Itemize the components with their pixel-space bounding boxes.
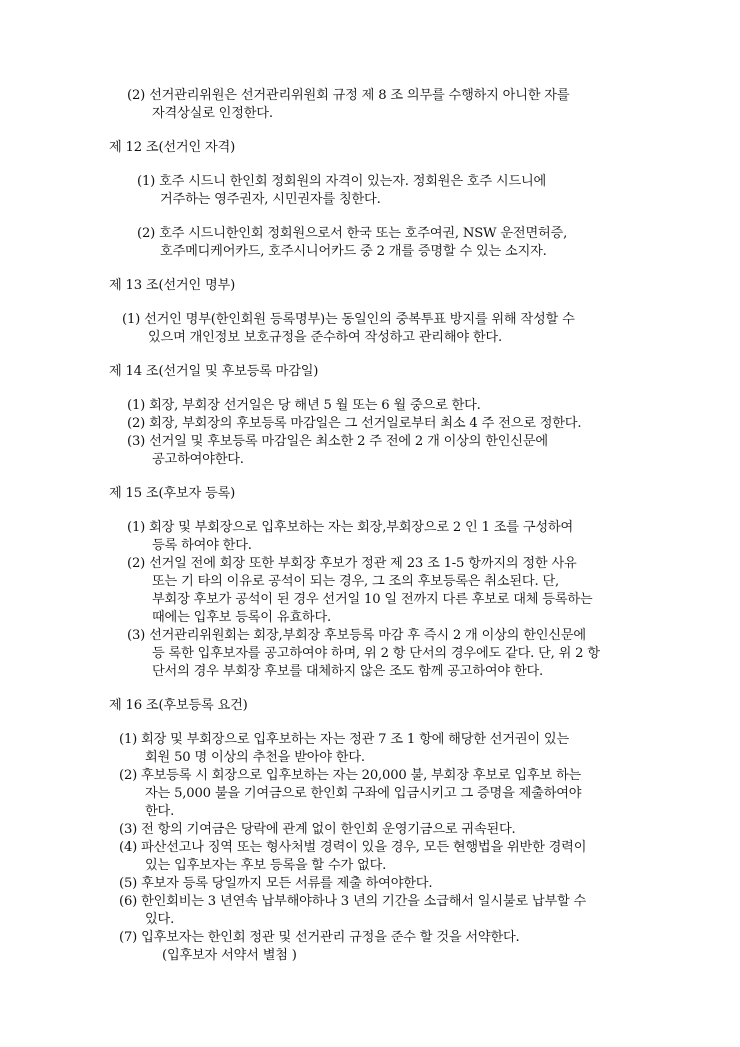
text-line: 있는 입후보자는 후보 등록을 할 수가 없다. [145, 858, 387, 873]
text-line: (2) 선거일 전에 회장 또한 부회장 후보가 정관 제 23 조 1-5 항까지의 정한 사유 [127, 556, 577, 571]
text-line: (6) 한인회비는 3 년연속 납부해야하나 3 년의 기간을 소급해서 일시불로 납부할 수 [119, 894, 587, 909]
text-line: 거주하는 영주권자, 시민권자를 칭한다. [160, 192, 381, 207]
text-line: (4) 파산선고나 징역 또는 형사처벌 경력이 있을 경우, 모든 현행법을 위반한 경력이 [119, 840, 587, 855]
text-line: 등록 하여야 한다. [152, 538, 252, 553]
section-heading: 제 12 조(선거인 자격) [109, 140, 236, 155]
text-line: (1) 호주 시드니 한인회 정회원의 자격이 있는자. 정회원은 호주 시드니에 [137, 174, 547, 189]
text-line: 회원 50 명 이상의 추천을 받아야 한다. [145, 750, 365, 765]
text-line: (3) 전 항의 기여금은 당락에 관계 없이 한인회 운영기금으로 귀속된다. [119, 822, 516, 837]
text-line: (2) 후보등록 시 회장으로 입후보하는 자는 20,000 불, 부회장 후보로 입후보 하는 [119, 768, 582, 783]
text-line: 자는 5,000 불을 기여금으로 한인회 구좌에 입금시키고 그 증명을 제출하여야 [145, 786, 582, 801]
section-heading: 제 14 조(선거일 및 후보등록 마감일) [109, 364, 319, 379]
text-line: (1) 선거인 명부(한인회원 등록명부)는 동일인의 중복투표 방지를 위해 작성할 수 [122, 312, 575, 327]
text-line: 단서의 경우 부회장 후보를 대체하지 않은 조도 함께 공고하여야 한다. [152, 664, 544, 679]
text-line: 또는 기 타의 이유로 공석이 되는 경우, 그 조의 후보등록은 취소된다. 단, [152, 574, 559, 589]
section-heading: 제 16 조(후보등록 요건) [109, 698, 248, 713]
text-line: 있으며 개인정보 보호규정을 준수하여 작성하고 관리해야 한다. [148, 330, 502, 345]
section-heading: 제 15 조(후보자 등록) [109, 486, 236, 501]
text-line: 등 록한 입후보자를 공고하여야 하며, 위 2 항 단서의 경우에도 같다. 단, 위 2 항 [152, 646, 600, 661]
text-line: 있다. [145, 912, 175, 927]
text-line: (7) 입후보자는 한인회 정관 및 선거관리 규정을 준수 할 것을 서약한다. [119, 930, 520, 945]
text-line: 부회장 후보가 공석이 된 경우 선거일 10 일 전까지 다른 후보로 대체 등록하는 [152, 592, 593, 607]
text-line: 호주메디케어카드, 호주시니어카드 중 2 개를 증명할 수 있는 소지자. [160, 244, 547, 259]
text-line: (3) 선거관리위원회는 회장,부회장 후보등록 마감 후 즉시 2 개 이상의 한인신문에 [127, 628, 586, 643]
text-line: (2) 회장, 부회장의 후보등록 마감일은 그 선거일로부터 최소 4 주 전으로 정한다. [127, 416, 582, 431]
text-line: (1) 회장 및 부회장으로 입후보하는 자는 정관 7 조 1 항에 해당한 선거권이 있는 [119, 732, 569, 747]
text-line: (5) 후보자 등록 당일까지 모든 서류를 제출 하여야한다. [119, 876, 433, 891]
text-line: 때에는 입후보 등록이 유효하다. [152, 610, 331, 625]
text-line: 공고하여야한다. [152, 452, 244, 467]
text-line: (2) 선거관리위원은 선거관리위원회 규정 제 8 조 의무를 수행하지 아니한 자를 [127, 88, 570, 103]
text-line: (1) 회장, 부회장 선거일은 당 해년 5 월 또는 6 월 중으로 한다. [127, 398, 481, 413]
text-line: (3) 선거일 및 후보등록 마감일은 최소한 2 주 전에 2 개 이상의 한인신문에 [127, 434, 548, 449]
section-heading: 제 13 조(선거인 명부) [109, 278, 236, 293]
text-line: (2) 호주 시드니한인회 정회원으로서 한국 또는 호주여권, NSW 운전면허증, [137, 226, 568, 241]
text-line: 자격상실로 인정한다. [152, 106, 273, 121]
text-line: (입후보자 서약서 별첨 ) [162, 948, 297, 963]
text-line: (1) 회장 및 부회장으로 입후보하는 자는 회장,부회장으로 2 인 1 조를 구성하여 [127, 520, 573, 535]
text-line: 한다. [145, 804, 175, 819]
